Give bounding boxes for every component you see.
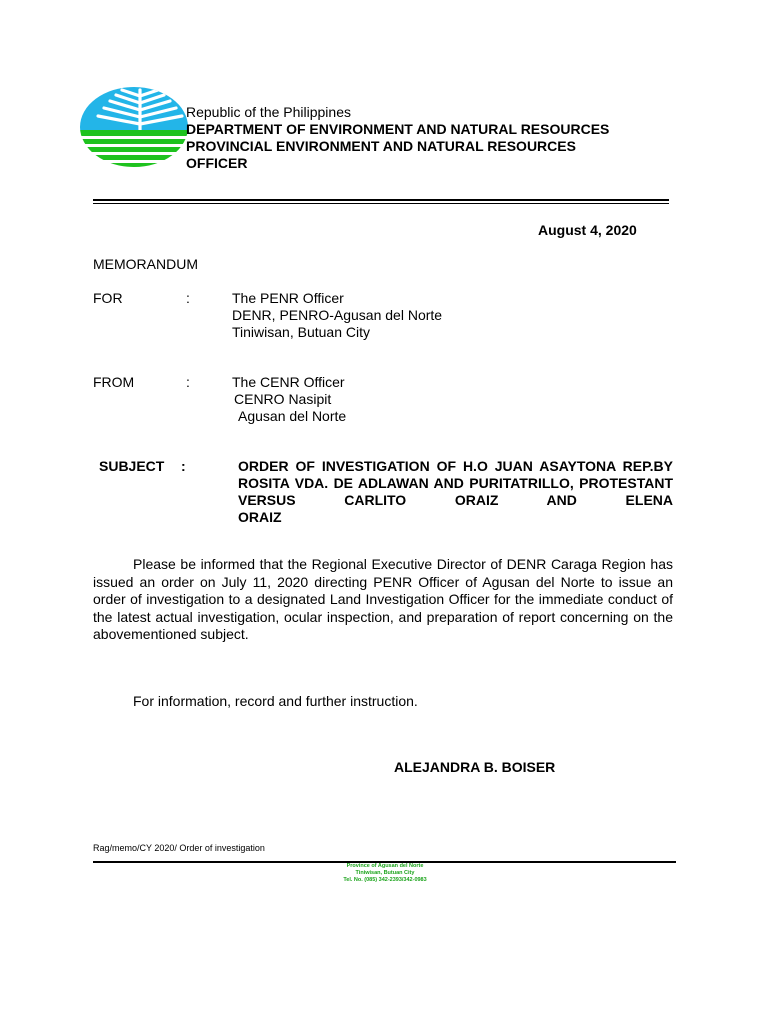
footer-address [300,863,470,884]
from-line: Agusan del Norte [238,408,347,424]
header-rule-top [93,199,669,201]
denr-logo [78,86,198,168]
for-colon: : [186,290,190,306]
from-colon: : [186,374,190,390]
body-closing: For information, record and further instruction. [133,693,418,709]
header-republic: Republic of the Philippines [186,104,351,120]
footer-address-line: Province of Agusan del Norte [346,863,424,869]
from-line: The CENR Officer [232,374,345,390]
footer-address-line: Tel. No. (085) 342-2393/342-0983 [343,877,427,883]
subject-colon: : [181,458,186,474]
subject-text-main: ORDER OF INVESTIGATION OF H.O JUAN ASAYTONA REP.BY ROSITA VDA. DE ADLAWAN AND PURITATRILLO, PROTESTANT VERSUS CARLITO ORAIZ AND ELENA [238,458,673,508]
signer-name: ALEJANDRA B. BOISER [394,759,556,775]
body-paragraph: Please be informed that the Regional Executive Director of DENR Caraga Region has issued an order on July 11, 2020 directing PENR Officer of Agusan del Norte to issue an order of investigation to a designated Land Investigation Officer for the immediate conduct of the latest actual investigation, ocular inspection, and preparation of report concerning on the abovementioned subject. [93,556,673,642]
header-rule-bottom [93,203,669,204]
footer-address-line: Tiniwisan, Butuan City [355,870,415,876]
header-department: DEPARTMENT OF ENVIRONMENT AND NATURAL RESOURCES [186,121,610,137]
from-line: CENRO Nasipit [234,391,332,407]
for-label: FOR [93,290,123,306]
doc-type: MEMORANDUM [93,256,198,272]
from-label: FROM [93,374,135,390]
subject-text-last: ORAIZ [238,509,282,525]
for-line: Tiniwisan, Butuan City [232,324,370,340]
header-officer: OFFICER [186,155,248,171]
for-line: DENR, PENRO-Agusan del Norte [232,307,443,323]
header-provincial-office: PROVINCIAL ENVIRONMENT AND NATURAL RESOURCES [186,138,576,154]
subject-label: SUBJECT [99,458,165,474]
subject-text [238,458,673,526]
for-line: The PENR Officer [232,290,344,306]
footer-reference: Rag/memo/CY 2020/ Order of investigation [93,843,265,853]
memo-date: August 4, 2020 [538,222,637,238]
